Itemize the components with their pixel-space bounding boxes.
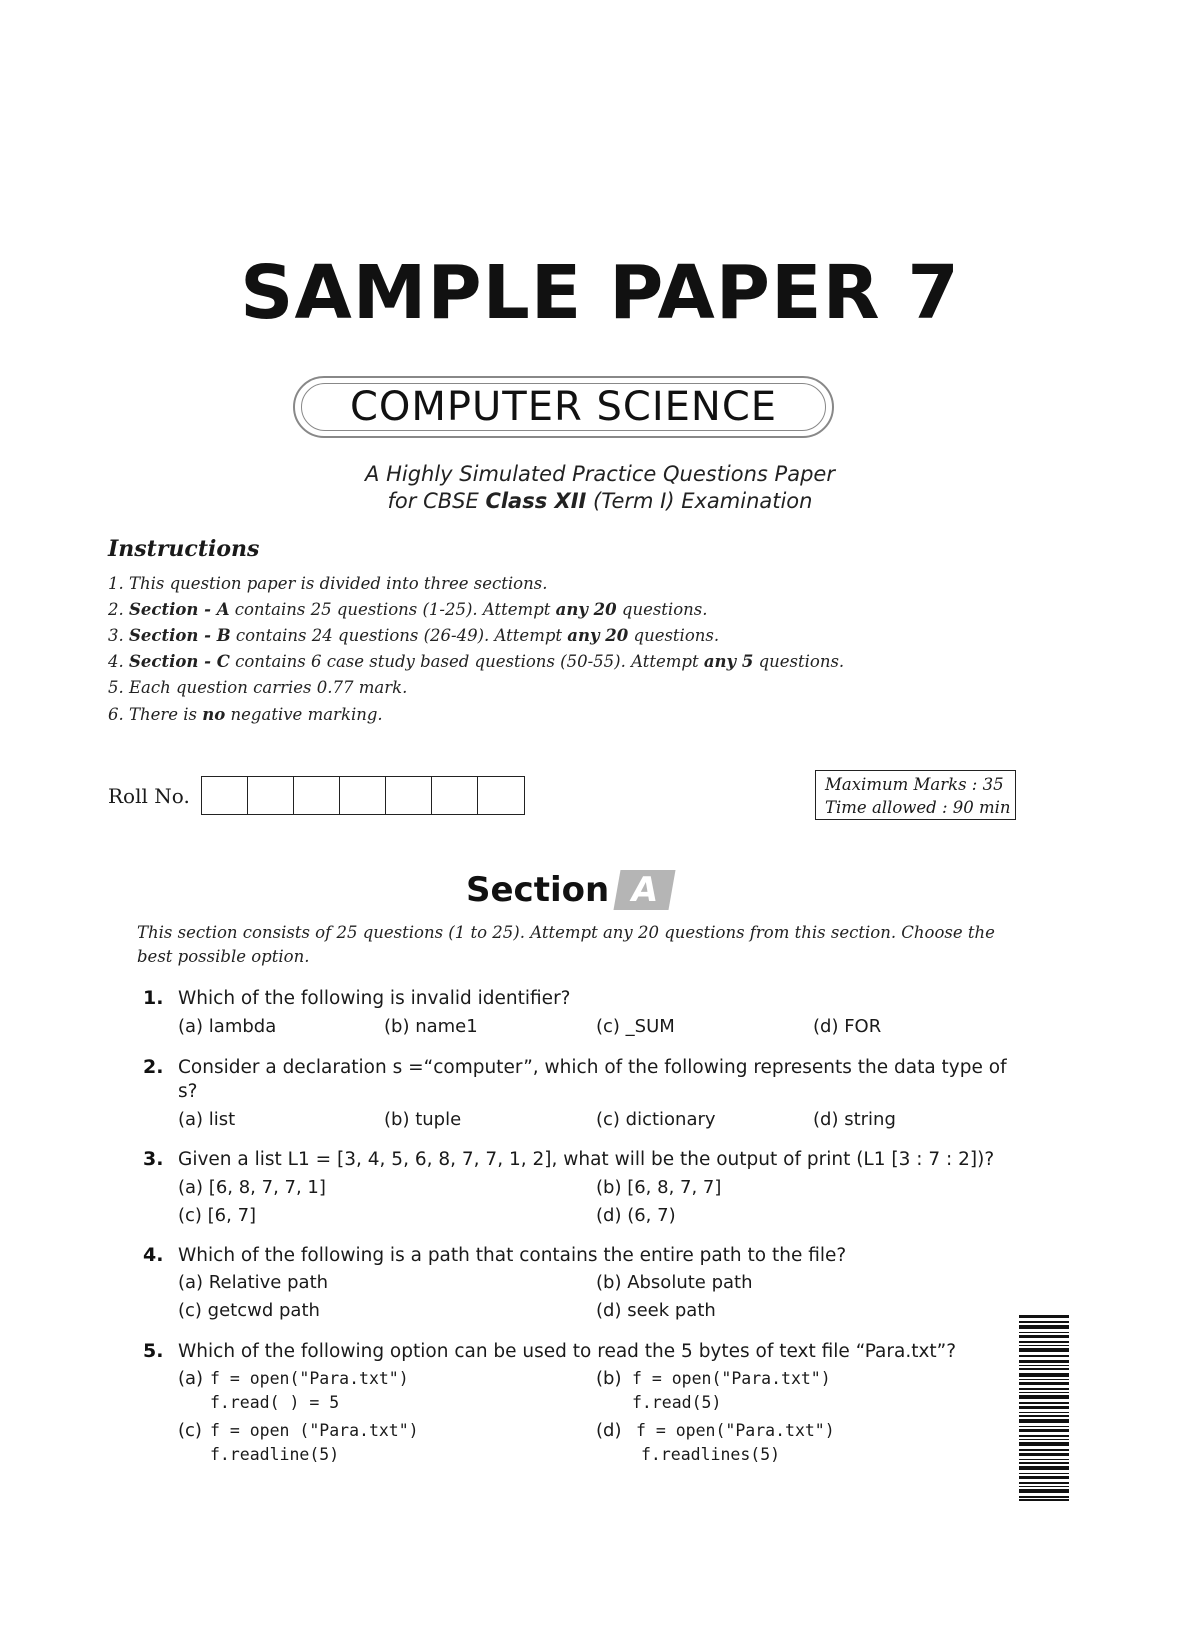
tagline-line-2: for CBSE Class XII (Term I) Examination: [387, 489, 813, 513]
option: (a) list: [178, 1109, 236, 1130]
option: (a) lambda: [178, 1016, 277, 1037]
question-number: 3.: [143, 1148, 164, 1170]
question-text: Which of the following option can be used to read the 5 bytes of text file “Para.txt”?: [178, 1341, 957, 1362]
subject-title: COMPUTER SCIENCE: [301, 383, 826, 431]
option: (d) string: [813, 1109, 896, 1130]
question-number: 4.: [143, 1244, 164, 1266]
instruction-item: 4. Section - C contains 6 case study based questions (50-55). Attempt any 5 questions.: [108, 652, 845, 671]
question-text: Which of the following is invalid identifier?: [178, 988, 571, 1009]
time-allowed: Time allowed : 90 min: [825, 798, 1011, 817]
roll-number-boxes[interactable]: [201, 776, 525, 815]
option-label: (a): [178, 1368, 204, 1389]
option: (b) tuple: [384, 1109, 462, 1130]
roll-digit-box[interactable]: [248, 777, 294, 814]
option-label: (b): [596, 1368, 622, 1389]
option-code-line: f.readlines(5): [641, 1445, 781, 1464]
option-code-line: f.readline(5): [210, 1445, 340, 1464]
instruction-item: 1. This question paper is divided into three sections.: [108, 574, 548, 593]
roll-digit-box[interactable]: [478, 777, 524, 814]
instructions-heading: Instructions: [108, 536, 260, 562]
option-label: (c): [178, 1420, 202, 1441]
roll-digit-box[interactable]: [386, 777, 432, 814]
option-code-line: f = open("Para.txt"): [632, 1369, 831, 1388]
maximum-marks: Maximum Marks : 35: [825, 775, 1004, 794]
barcode-icon: [1019, 1315, 1069, 1501]
roll-digit-box[interactable]: [294, 777, 340, 814]
instruction-item: 3. Section - B contains 24 questions (26-49). Attempt any 20 questions.: [108, 626, 720, 645]
option-code-line: f = open("Para.txt"): [636, 1421, 835, 1440]
question-number: 1.: [143, 987, 164, 1009]
roll-digit-box[interactable]: [340, 777, 386, 814]
question-number: 5.: [143, 1340, 164, 1362]
instruction-item: 6. There is no negative marking.: [108, 705, 383, 724]
roll-digit-box[interactable]: [432, 777, 478, 814]
option: (a) Relative path: [178, 1272, 329, 1293]
option: (c) dictionary: [596, 1109, 716, 1130]
question-number: 2.: [143, 1056, 164, 1078]
option: (d) seek path: [596, 1300, 716, 1321]
instruction-item: 5. Each question carries 0.77 mark.: [108, 678, 408, 697]
marks-time-box: [815, 770, 1016, 820]
section-heading: [466, 870, 672, 910]
section-description: This section consists of 25 questions (1 to 25). Attempt any 20 questions from this section. Choose the best possible option.: [137, 923, 995, 966]
question-text: Consider a declaration s =“computer”, which of the following represents the data type of s?: [178, 1057, 1007, 1102]
section-letter-badge: A: [614, 870, 676, 910]
class-label: Class XII: [485, 489, 587, 513]
option-label: (d): [596, 1420, 622, 1441]
option-code-line: f.read(5): [632, 1393, 722, 1412]
question-text: Given a list L1 = [3, 4, 5, 6, 8, 7, 7, 1, 2], what will be the output of print (L1 [3 : 7 : 2])?: [178, 1149, 995, 1170]
roll-number-label: Roll No.: [108, 784, 190, 808]
question-text: Which of the following is a path that contains the entire path to the file?: [178, 1245, 847, 1266]
option-code-line: f = open ("Para.txt"): [210, 1421, 419, 1440]
option-code-line: f = open("Para.txt"): [210, 1369, 409, 1388]
section-word: Section: [466, 870, 610, 910]
paper-title: SAMPLE PAPER 7: [240, 250, 960, 336]
option: (d) FOR: [813, 1016, 882, 1037]
roll-digit-box[interactable]: [202, 777, 248, 814]
option: (b) [6, 8, 7, 7]: [596, 1177, 722, 1198]
option: (b) Absolute path: [596, 1272, 753, 1293]
option: (c) [6, 7]: [178, 1205, 257, 1226]
option: (c) _SUM: [596, 1016, 675, 1037]
subject-banner: [293, 376, 834, 438]
option: (a) [6, 8, 7, 7, 1]: [178, 1177, 326, 1198]
instruction-item: 2. Section - A contains 25 questions (1-25). Attempt any 20 questions.: [108, 600, 708, 619]
tagline-line-1: A Highly Simulated Practice Questions Paper: [365, 462, 835, 486]
option: (c) getcwd path: [178, 1300, 320, 1321]
option: (b) name1: [384, 1016, 478, 1037]
option-code-line: f.read( ) = 5: [210, 1393, 340, 1412]
option: (d) (6, 7): [596, 1205, 676, 1226]
